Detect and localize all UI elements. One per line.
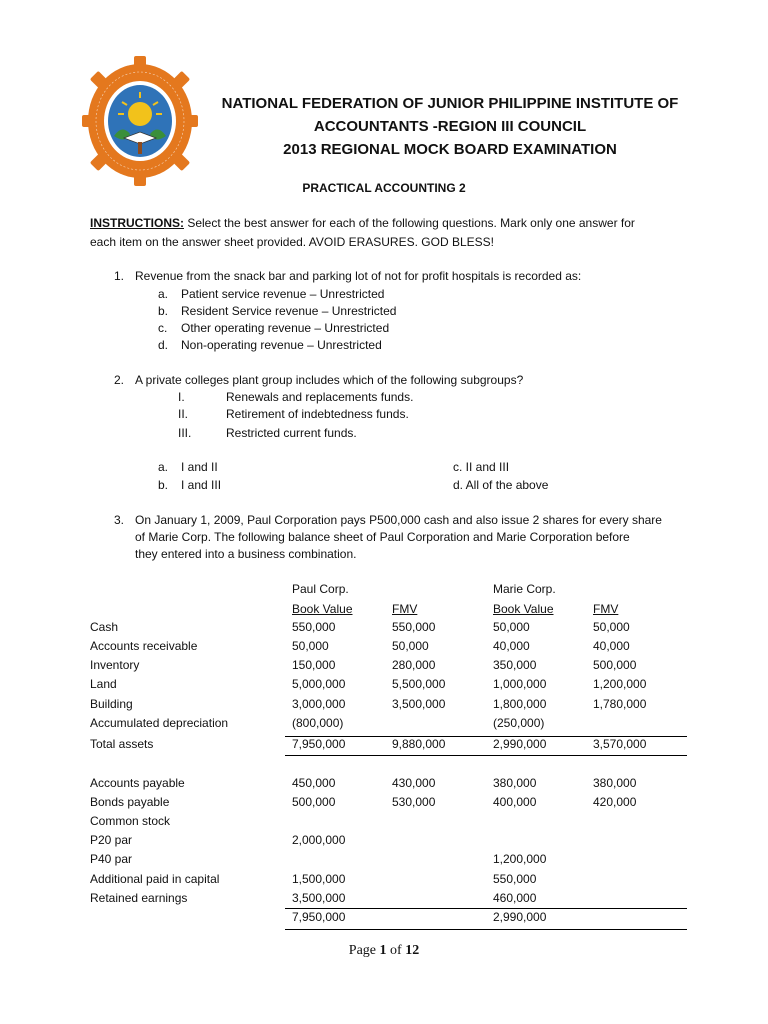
table-cell: 2,990,000 xyxy=(493,737,547,751)
col-header: Book Value xyxy=(292,602,353,616)
organization-seal-logo xyxy=(82,56,198,186)
of-word: of xyxy=(390,943,402,958)
q2-item-text: Retirement of indebtedness funds. xyxy=(226,407,409,421)
table-cell: 2,990,000 xyxy=(493,910,547,924)
page-word: Page xyxy=(348,943,377,958)
total-assets-rule xyxy=(285,736,687,737)
table-cell: 550,000 xyxy=(493,872,537,886)
q1-number: 1. xyxy=(114,269,125,283)
q3-number: 3. xyxy=(114,513,125,527)
table-cell: 460,000 xyxy=(493,891,537,905)
table-cell: 50,000 xyxy=(292,639,329,653)
q2-item-roman: I. xyxy=(178,390,185,404)
q2-item-text: Renewals and replacements funds. xyxy=(226,390,414,404)
table-cell: 1,800,000 xyxy=(493,697,547,711)
table-row-label: Cash xyxy=(90,620,119,634)
table-cell: 5,500,000 xyxy=(392,677,446,691)
table-cell: 550,000 xyxy=(392,620,436,634)
q2-item-roman: III. xyxy=(178,426,192,440)
table-cell: 380,000 xyxy=(493,776,537,790)
q1-choice-text: Resident Service revenue – Unrestricted xyxy=(181,304,397,318)
q1-choice-text: Other operating revenue – Unrestricted xyxy=(181,321,390,335)
page-number-footer xyxy=(0,943,768,959)
paul-corp-label: Paul Corp. xyxy=(292,582,349,596)
q2-choice-text: c. II and III xyxy=(453,460,510,474)
q1-choice-letter: c. xyxy=(158,321,168,335)
table-cell: 7,950,000 xyxy=(292,737,346,751)
q1-choice-text: Patient service revenue – Unrestricted xyxy=(181,287,385,301)
total-equity-rule xyxy=(285,929,687,930)
table-cell: 50,000 xyxy=(493,620,530,634)
table-row-label: Total assets xyxy=(90,737,154,751)
current-page: 1 xyxy=(379,943,387,958)
header-line-1: NATIONAL FEDERATION OF JUNIOR PHILIPPINE INSTITUTE OF xyxy=(221,95,679,112)
total-assets-rule xyxy=(285,755,687,756)
table-cell: 380,000 xyxy=(593,776,637,790)
subject-title: PRACTICAL ACCOUNTING 2 xyxy=(302,181,466,195)
table-cell: 1,500,000 xyxy=(292,872,346,886)
total-equity-rule xyxy=(285,908,687,909)
table-cell: 7,950,000 xyxy=(292,910,346,924)
table-cell: (250,000) xyxy=(493,716,545,730)
col-header: FMV xyxy=(593,602,619,616)
instructions-line-1 xyxy=(90,216,635,230)
table-cell: 3,570,000 xyxy=(593,737,647,751)
q2-choice-letter: a. xyxy=(158,460,169,474)
q2-item-text: Restricted current funds. xyxy=(226,426,357,440)
q1-choice-letter: b. xyxy=(158,304,169,318)
table-cell: 530,000 xyxy=(392,795,436,809)
table-cell: 40,000 xyxy=(493,639,530,653)
q2-choice-text: I and III xyxy=(181,478,222,492)
table-cell: 1,200,000 xyxy=(493,852,547,866)
table-row-label: Land xyxy=(90,677,117,691)
table-cell: 9,880,000 xyxy=(392,737,446,751)
table-cell: 430,000 xyxy=(392,776,436,790)
table-row-label: Additional paid in capital xyxy=(90,872,220,886)
table-cell: 420,000 xyxy=(593,795,637,809)
table-cell: 280,000 xyxy=(392,658,436,672)
q2-item-roman: II. xyxy=(178,407,189,421)
marie-corp-label: Marie Corp. xyxy=(493,582,556,596)
table-cell: 550,000 xyxy=(292,620,336,634)
q1-choice-letter: d. xyxy=(158,338,169,352)
instructions-text-1: Select the best answer for each of the following questions. Mark only one answer for xyxy=(184,216,635,230)
table-cell: 2,000,000 xyxy=(292,833,346,847)
table-cell: 3,500,000 xyxy=(392,697,446,711)
q2-choice-text: I and II xyxy=(181,460,218,474)
table-row-label: P20 par xyxy=(90,833,133,847)
table-row-label: Inventory xyxy=(90,658,140,672)
table-cell: 50,000 xyxy=(593,620,630,634)
q3-text-line-1: On January 1, 2009, Paul Corporation pays P500,000 cash and also issue 2 shares for every share xyxy=(135,513,662,527)
table-row-label: Accumulated depreciation xyxy=(90,716,229,730)
table-cell: 40,000 xyxy=(593,639,630,653)
q2-text: A private colleges plant group includes which of the following subgroups? xyxy=(135,373,524,387)
table-row-label: Common stock xyxy=(90,814,171,828)
q1-text: Revenue from the snack bar and parking lot of not for profit hospitals is recorded as: xyxy=(135,269,582,283)
table-row-label: Retained earnings xyxy=(90,891,188,905)
q1-choice-letter: a. xyxy=(158,287,169,301)
table-cell: 50,000 xyxy=(392,639,429,653)
table-row-label: Building xyxy=(90,697,133,711)
q1-choice-text: Non-operating revenue – Unrestricted xyxy=(181,338,382,352)
table-row-label: P40 par xyxy=(90,852,133,866)
q2-choice-text: d. All of the above xyxy=(453,478,549,492)
header-line-2: ACCOUNTANTS -REGION III COUNCIL xyxy=(313,118,587,135)
table-cell: 500,000 xyxy=(593,658,637,672)
q3-text-line-3: they entered into a business combination. xyxy=(135,547,357,561)
table-cell: 1,200,000 xyxy=(593,677,647,691)
table-cell: 3,500,000 xyxy=(292,891,346,905)
table-cell: 1,780,000 xyxy=(593,697,647,711)
table-cell: 5,000,000 xyxy=(292,677,346,691)
table-cell: 1,000,000 xyxy=(493,677,547,691)
table-row-label: Accounts receivable xyxy=(90,639,198,653)
q3-text-line-2: of Marie Corp. The following balance sheet of Paul Corporation and Marie Corporation before xyxy=(135,530,630,544)
table-cell: 350,000 xyxy=(493,658,537,672)
instructions-label: INSTRUCTIONS: xyxy=(90,216,184,230)
instructions-line-2: each item on the answer sheet provided. AVOID ERASURES. GOD BLESS! xyxy=(90,235,494,249)
table-cell: (800,000) xyxy=(292,716,344,730)
total-pages: 12 xyxy=(405,943,420,958)
table-row-label: Bonds payable xyxy=(90,795,170,809)
q2-choice-letter: b. xyxy=(158,478,169,492)
table-row-label: Accounts payable xyxy=(90,776,185,790)
table-cell: 500,000 xyxy=(292,795,336,809)
q2-number: 2. xyxy=(114,373,125,387)
header-line-3: 2013 REGIONAL MOCK BOARD EXAMINATION xyxy=(283,141,617,158)
table-cell: 150,000 xyxy=(292,658,336,672)
col-header: FMV xyxy=(392,602,418,616)
table-cell: 450,000 xyxy=(292,776,336,790)
table-cell: 400,000 xyxy=(493,795,537,809)
col-header: Book Value xyxy=(493,602,554,616)
table-cell: 3,000,000 xyxy=(292,697,346,711)
